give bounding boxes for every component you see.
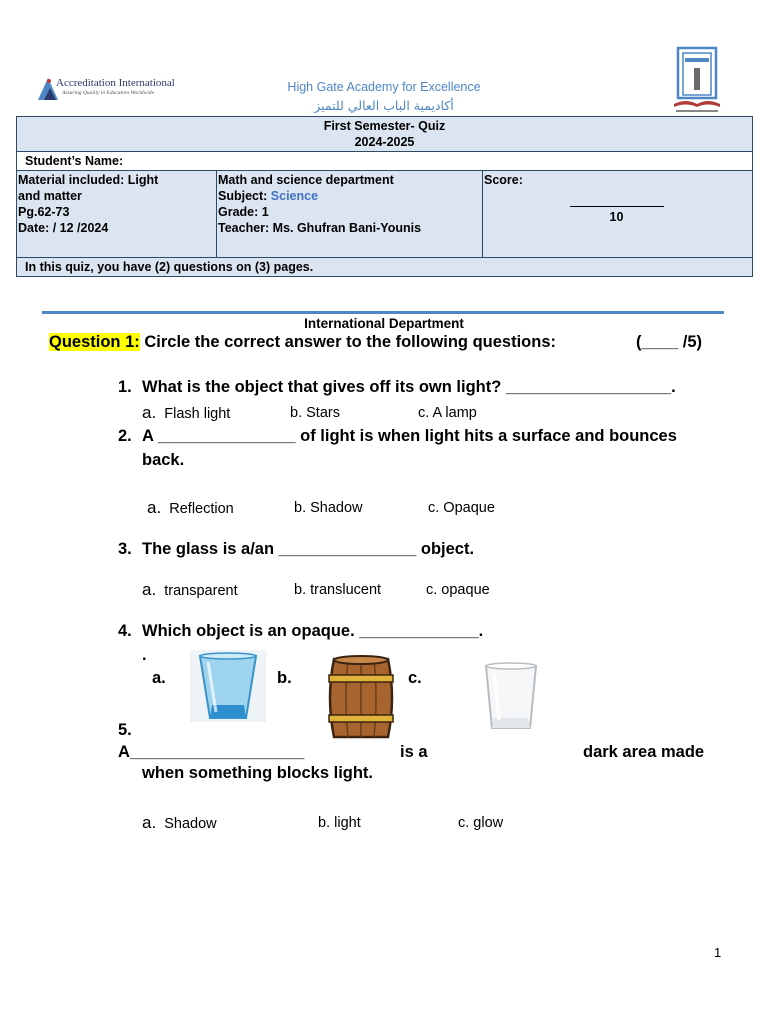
item-1-option-a[interactable]: [142, 403, 230, 423]
item-2-question-line-2: back.: [142, 451, 185, 469]
item-4-label-a: a.: [152, 669, 166, 687]
teacher-name: Teacher: Ms. Ghufran Bani-Younis: [218, 221, 422, 235]
option-letter: a.: [142, 403, 157, 422]
item-1-number: 1.: [118, 378, 132, 396]
item-3-option-a[interactable]: [142, 580, 238, 600]
item-3-question: The glass is a/an _______________ object.: [142, 540, 475, 558]
question-1-heading: [49, 333, 556, 352]
item-3-option-c[interactable]: c. opaque: [426, 582, 490, 598]
option-letter: a.: [142, 813, 157, 832]
school-gate-logo-icon: [672, 46, 722, 116]
pages-range: Pg.62-73: [18, 205, 70, 219]
item-5-question-part-2: is a: [400, 743, 428, 761]
subject-value: Science: [270, 189, 319, 203]
clear-glass-icon[interactable]: [480, 662, 542, 732]
material-line-2: and matter: [18, 189, 82, 203]
student-name-label: Student’s Name:: [25, 154, 124, 168]
item-1-option-c[interactable]: c. A lamp: [418, 405, 477, 421]
quiz-note-cell: [17, 258, 753, 277]
item-2-option-b[interactable]: b. Shadow: [294, 500, 363, 516]
item-5-option-c[interactable]: c. glow: [458, 815, 504, 831]
accreditation-name: Accreditation International: [56, 77, 175, 89]
question-1-label: Question 1:: [49, 333, 140, 351]
department-cell: [217, 171, 483, 258]
subject-row: [218, 188, 479, 204]
quiz-title: First Semester- Quiz: [323, 119, 446, 133]
academic-year: 2024-2025: [354, 135, 415, 149]
item-2-option-a[interactable]: [147, 498, 234, 518]
quiz-date: Date: / 12 /2024: [18, 221, 109, 235]
accreditation-tagline: Assuring Quality in Education Worldwide: [62, 90, 155, 96]
page-number: 1: [714, 945, 722, 960]
score-label: Score:: [484, 173, 523, 187]
item-4-number: 4.: [118, 622, 132, 640]
student-name-cell[interactable]: [17, 152, 753, 171]
option-letter: a.: [147, 498, 162, 517]
score-cell: [483, 171, 753, 258]
score-blank-line[interactable]: [570, 206, 664, 207]
department-heading: International Department: [304, 316, 464, 331]
subject-label: Subject:: [218, 189, 268, 203]
score-total: 10: [609, 210, 624, 224]
department-name: Math and science department: [218, 173, 394, 187]
option-letter: a.: [142, 580, 157, 599]
item-3-number: 3.: [118, 540, 132, 558]
item-1-option-b[interactable]: b. Stars: [290, 405, 340, 421]
quiz-note: In this quiz, you have (2) questions on (3) pages.: [25, 260, 314, 274]
option-text: Flash light: [164, 406, 231, 422]
item-4-label-b: b.: [277, 669, 292, 687]
material-cell: [17, 171, 217, 258]
item-5-question-part-3: dark area made: [583, 743, 705, 761]
option-text: transparent: [164, 583, 238, 599]
question-1-score: (____ /5): [636, 333, 703, 351]
item-4-label-c: c.: [408, 669, 422, 687]
section-divider: [42, 311, 724, 314]
item-5-question-line-2: when something blocks light.: [142, 764, 374, 782]
item-5-question-part-1: A___________________: [118, 743, 305, 761]
blue-plastic-cup-icon[interactable]: [190, 650, 266, 722]
school-name-arabic: أكاديمية الباب العالي للتميز: [314, 98, 454, 113]
item-5-number: 5.: [118, 721, 132, 739]
grade: Grade: 1: [218, 205, 269, 219]
option-text: Reflection: [169, 501, 234, 517]
item-2-question-line-1: A _______________ of light is when light hits a surface and bounces: [142, 427, 677, 445]
option-text: Shadow: [164, 816, 217, 832]
wooden-barrel-icon[interactable]: [324, 655, 398, 741]
item-4-question: Which object is an opaque. _____________.: [142, 622, 484, 640]
question-1-instruction: Circle the correct answer to the following questions:: [139, 333, 556, 351]
quiz-title-cell: [17, 117, 753, 152]
item-3-option-b[interactable]: b. translucent: [294, 582, 382, 598]
item-4-dot: .: [142, 646, 147, 664]
material-line-1: Material included: Light: [18, 173, 159, 187]
item-2-number: 2.: [118, 427, 132, 445]
item-5-option-a[interactable]: [142, 813, 217, 833]
item-5-option-b[interactable]: b. light: [318, 815, 361, 831]
item-2-option-c[interactable]: c. Opaque: [428, 500, 495, 516]
school-name-english: High Gate Academy for Excellence: [287, 80, 481, 94]
item-1-question: What is the object that gives off its own light? __________________.: [142, 378, 676, 396]
quiz-info-table: [16, 116, 753, 277]
